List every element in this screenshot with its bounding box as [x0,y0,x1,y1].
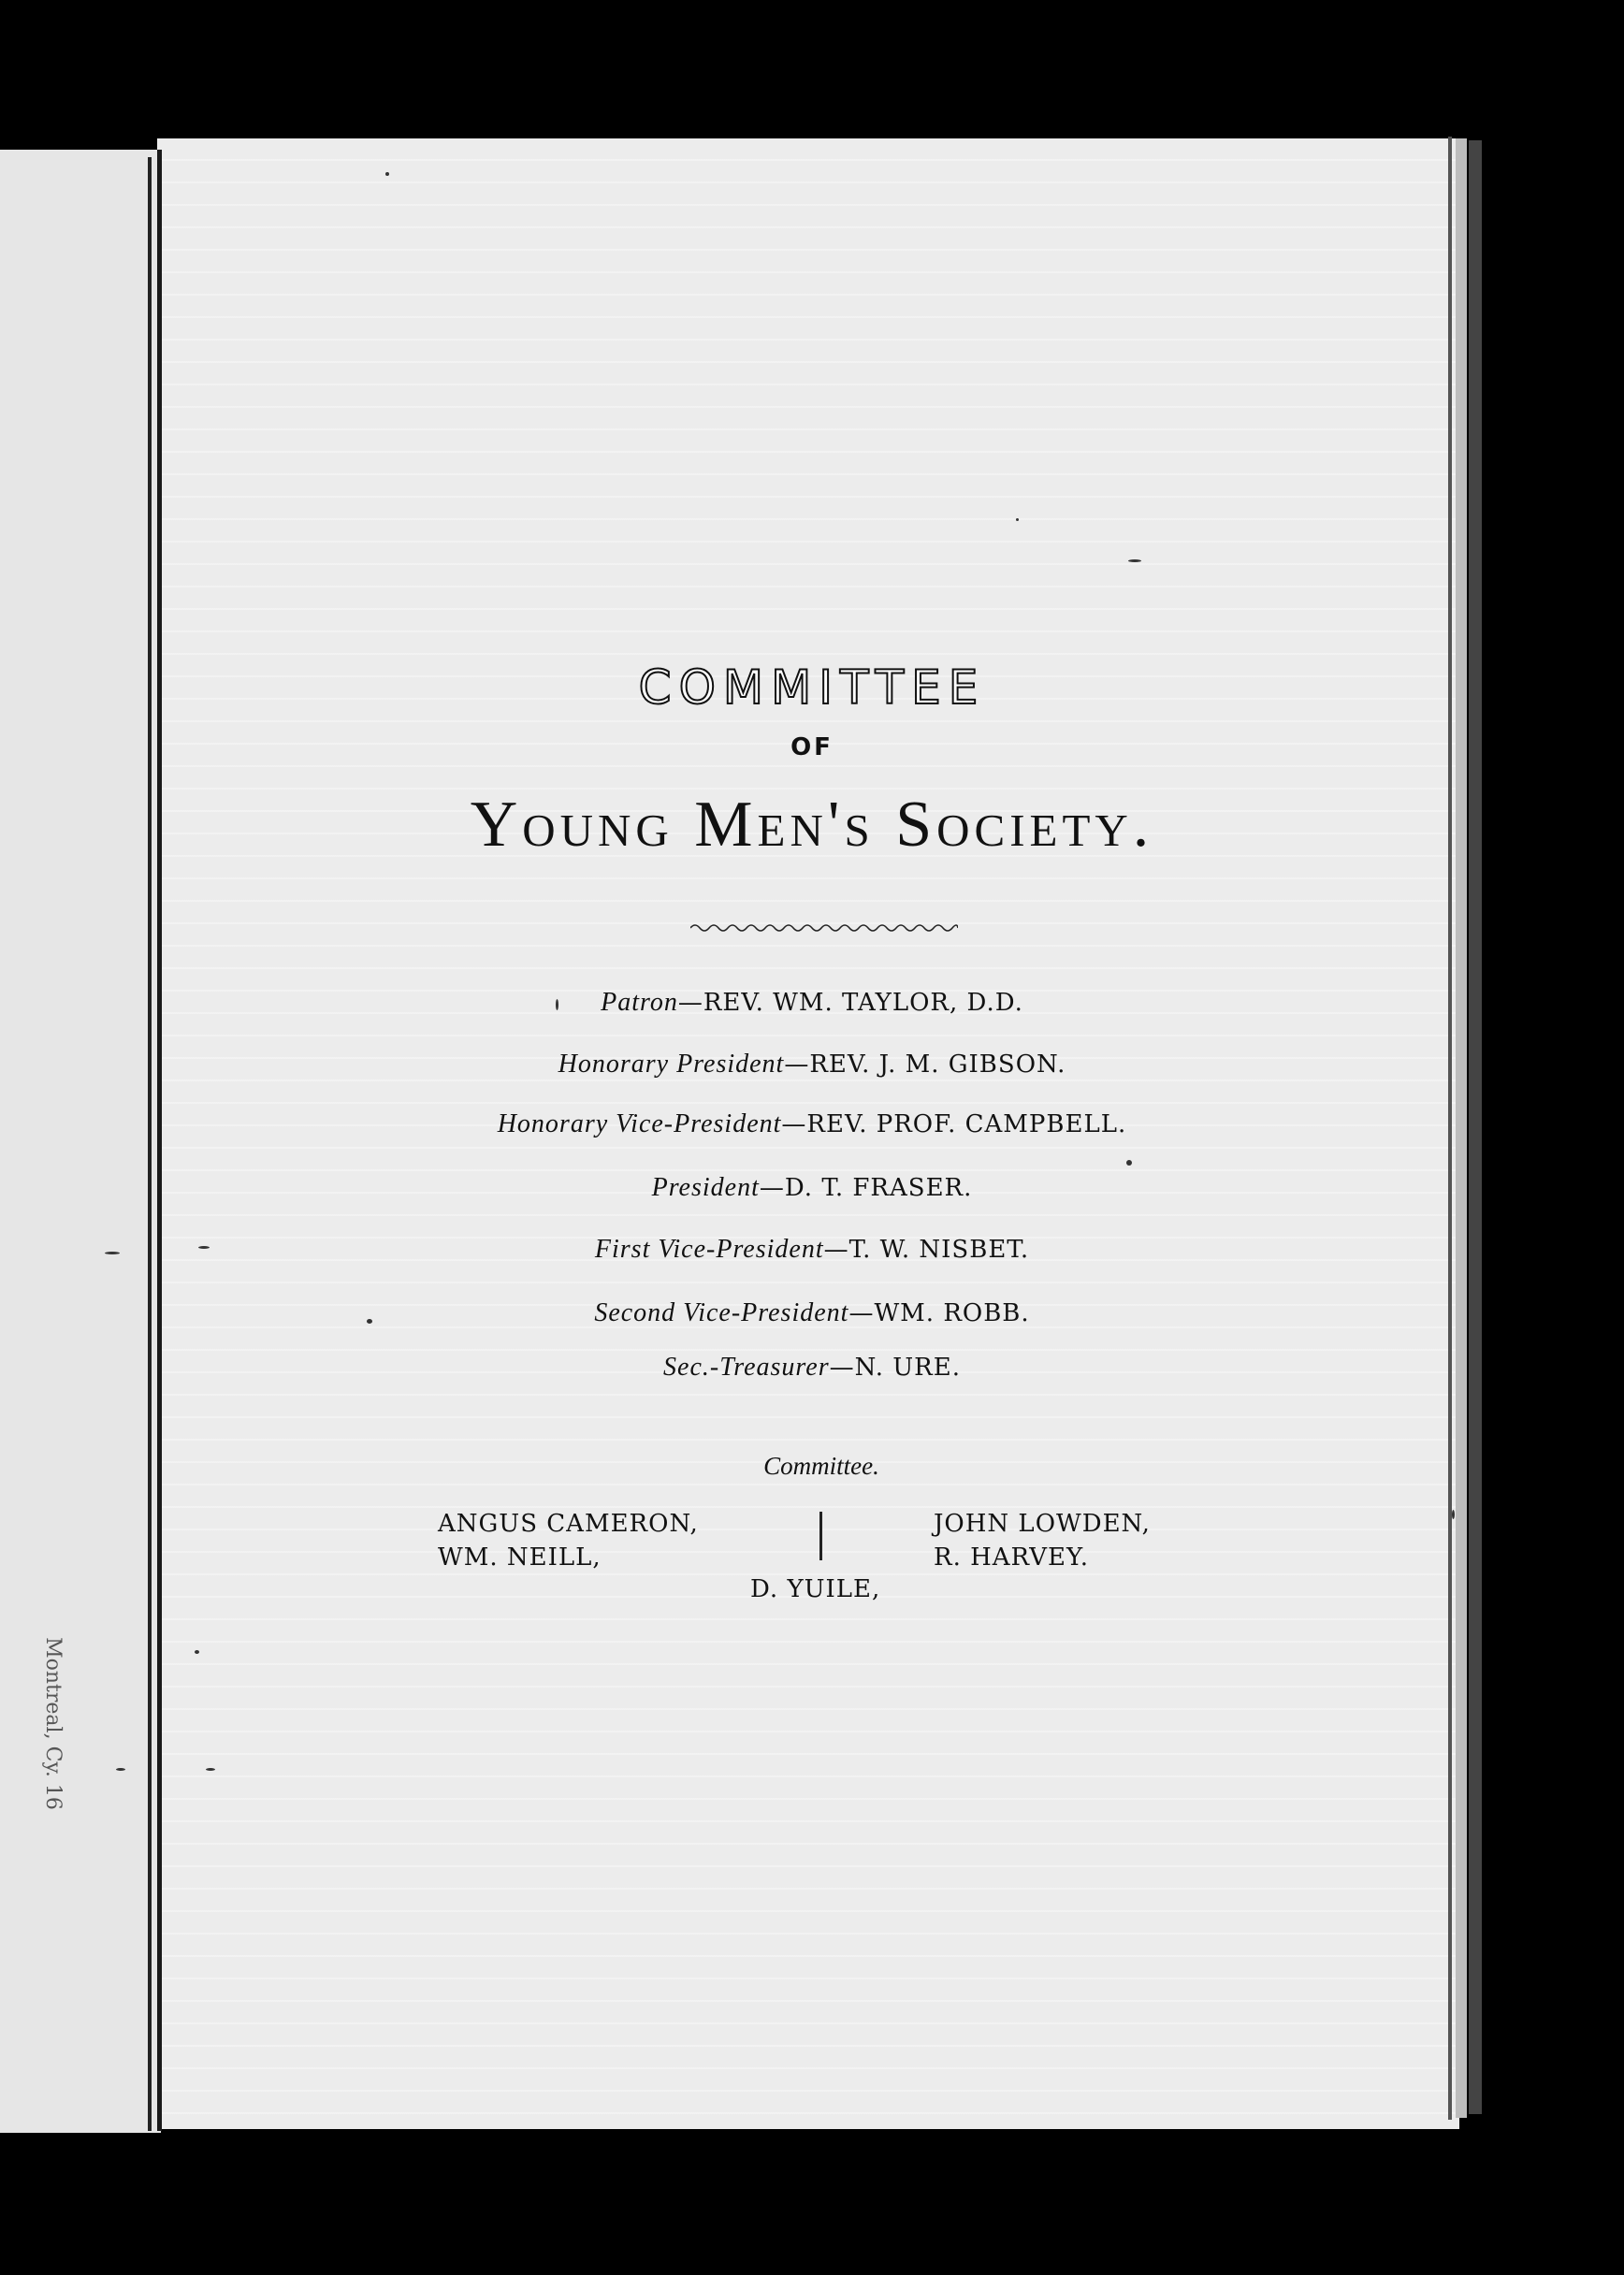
officer-first-vice-president [0,1235,1624,1265]
officer-sec-treasurer [0,1353,1624,1383]
speck [1126,1160,1132,1166]
heading-committee: COMMITTEE [638,660,986,715]
speck [1452,1510,1455,1519]
heading-society: Young Men's Society. [470,789,1154,861]
officer-name: —REV. WM. TAYLOR, D.D. [677,989,1023,1017]
committee-heading: Committee. [763,1452,879,1480]
officer-role: Honorary Vice-President [497,1109,782,1138]
speck [367,1319,372,1324]
left-page [0,150,161,2133]
officer-name: —D. T. FRASER. [759,1174,973,1202]
page-spine [157,150,162,2131]
speck [198,1246,210,1249]
officer-name: —WM. ROBB. [848,1299,1030,1327]
committee-member: JOHN LOWDEN, [934,1510,1151,1538]
speck [116,1768,125,1771]
officer-name: —REV. J. M. GIBSON. [784,1051,1066,1079]
officer-name: —REV. PROF. CAMPBELL. [781,1110,1127,1138]
officer-president [0,1173,1624,1203]
committee-member: R. HARVEY. [934,1543,1090,1572]
speck [105,1252,120,1254]
speck [556,999,558,1010]
margin-note: Montreal, Cy. 16 [40,1637,65,1810]
speck [1016,518,1019,521]
officer-patron [0,988,1624,1018]
committee-member: ANGUS CAMERON, [438,1510,699,1538]
officer-role: Second Vice-President [594,1298,849,1327]
speck [1128,559,1141,562]
speck [206,1768,215,1771]
officer-name: —N. URE. [829,1354,961,1382]
officer-role: Honorary President [558,1050,785,1079]
officer-role: Patron [601,988,678,1017]
officer-second-vice-president [0,1298,1624,1328]
committee-divider [819,1512,822,1560]
wavy-rule-ornament [690,920,958,935]
heading-of: OF [790,733,834,761]
officer-honorary-president [0,1050,1624,1080]
officer-name: —T. W. NISBET. [823,1236,1030,1264]
officer-role: President [651,1173,760,1202]
committee-member: D. YUILE, [750,1575,881,1603]
left-page-edge [148,157,152,2131]
speck [385,172,389,176]
officer-role: First Vice-President [594,1235,824,1264]
speck [195,1650,199,1654]
committee-member: WM. NEILL, [438,1543,602,1572]
officer-role: Sec.-Treasurer [663,1353,830,1382]
officer-honorary-vice-president [0,1109,1624,1139]
